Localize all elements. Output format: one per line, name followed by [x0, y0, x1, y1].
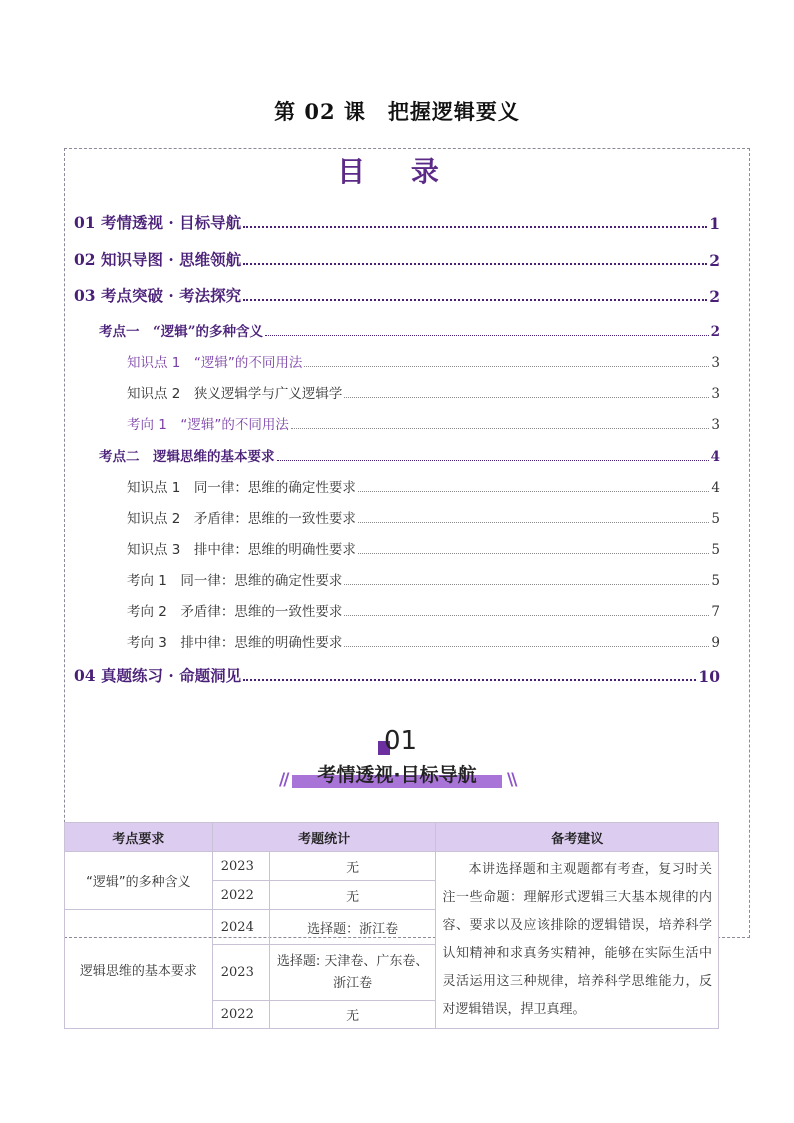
- toc-entry-label: 考向 1 “逻辑”的不同用法: [127, 417, 289, 433]
- toc-entry-topic-2-point-2[interactable]: [127, 507, 720, 527]
- toc-entry-label: 01 考情透视 · 目标导航: [74, 213, 242, 232]
- toc-entry-topic-2-point-1[interactable]: [127, 476, 720, 496]
- year-cell: 2023: [212, 945, 269, 1001]
- toc-entry-label: 知识点 1 “逻辑”的不同用法: [127, 355, 303, 371]
- toc-entry-topic-2-direction-1[interactable]: [127, 569, 720, 589]
- decorative-slashes-right: \\: [507, 770, 516, 790]
- toc-leader-dots: [344, 583, 709, 585]
- toc-leader-dots: [344, 396, 709, 398]
- toc-entry-topic-2-point-3[interactable]: [127, 538, 720, 558]
- toc-leader-dots: [265, 334, 709, 336]
- toc-entry-topic-1[interactable]: [99, 320, 720, 340]
- toc-leader-dots: [291, 427, 710, 429]
- stat-cell: 无: [269, 1001, 436, 1029]
- exam-stats-table: [64, 822, 719, 1029]
- table-header-row: [65, 823, 719, 852]
- toc-entry-page: 3: [711, 386, 720, 402]
- toc-entry-label: 04 真题练习 · 命题洞见: [74, 666, 242, 685]
- section-number: 01: [384, 726, 418, 756]
- toc-entry-section-2[interactable]: [74, 248, 720, 270]
- stat-cell: 无: [269, 881, 436, 910]
- toc-entry-page: 9: [711, 635, 720, 651]
- toc-leader-dots: [243, 262, 707, 265]
- toc-entry-page: 4: [710, 449, 720, 465]
- stat-cell: 选择题: 天津卷、广东卷、浙江卷: [269, 945, 436, 1001]
- toc-leader-dots: [344, 614, 709, 616]
- header-statistics: 考题统计: [212, 823, 436, 852]
- toc-entry-section-4[interactable]: [74, 664, 720, 686]
- toc-entry-label: 考向 2 矛盾律：思维的一致性要求: [127, 604, 343, 620]
- toc-entry-label: 知识点 2 矛盾律：思维的一致性要求: [127, 511, 356, 527]
- toc-leader-dots: [358, 490, 710, 492]
- toc-leader-dots: [358, 521, 710, 523]
- toc-entry-topic-2[interactable]: [99, 445, 720, 465]
- toc-entry-page: 2: [709, 287, 720, 306]
- toc-leader-dots: [304, 365, 709, 367]
- toc-entry-page: 5: [711, 511, 720, 527]
- toc-entry-page: 5: [711, 542, 720, 558]
- toc-leader-dots: [243, 225, 707, 228]
- toc-leader-dots: [243, 678, 696, 681]
- year-cell: 2022: [212, 1001, 269, 1029]
- toc-entry-topic-2-direction-3[interactable]: [127, 631, 720, 651]
- toc-entry-page: 2: [710, 324, 720, 340]
- toc-entry-label: 考向 3 排中律：思维的明确性要求: [127, 635, 343, 651]
- toc-heading: 目 录: [337, 155, 457, 188]
- toc-entry-topic-1-direction-1[interactable]: [127, 413, 720, 433]
- year-cell: 2022: [212, 881, 269, 910]
- stat-cell: 无: [269, 852, 436, 881]
- toc-entry-label: 知识点 2 狭义逻辑学与广义逻辑学: [127, 386, 343, 402]
- table-row: [65, 852, 719, 881]
- toc-leader-dots: [277, 459, 709, 461]
- topic-cell: “逻辑”的多种含义: [65, 852, 213, 910]
- toc-entry-label: 考点二 逻辑思维的基本要求: [99, 449, 275, 465]
- header-requirement: 考点要求: [65, 823, 213, 852]
- toc-entry-page: 10: [698, 667, 720, 686]
- toc-entry-label: 知识点 1 同一律：思维的确定性要求: [127, 480, 356, 496]
- document-title: 第 02 课 把握逻辑要义: [274, 99, 520, 124]
- toc-entry-page: 1: [709, 214, 720, 233]
- toc-entry-page: 2: [709, 251, 720, 270]
- toc-entry-label: 考向 1 同一律：思维的确定性要求: [127, 573, 343, 589]
- toc-leader-dots: [243, 298, 707, 301]
- toc-entry-page: 3: [711, 417, 720, 433]
- toc-leader-dots: [344, 645, 709, 647]
- toc-entry-page: 7: [711, 604, 720, 620]
- toc-entry-page: 4: [711, 480, 720, 496]
- toc-entry-label: 02 知识导图 · 思维领航: [74, 250, 242, 269]
- toc-entry-topic-2-direction-2[interactable]: [127, 600, 720, 620]
- year-cell: 2024: [212, 910, 269, 945]
- year-cell: 2023: [212, 852, 269, 881]
- toc-entry-section-1[interactable]: [74, 211, 720, 233]
- advice-cell: 本讲选择题和主观题都有考查，复习时关注一些命题：理解形式逻辑三大基本规律的内容、要求以及应该排除的逻辑错误，培养科学认知精神和求真务实精神，能够在实际生活中灵活运用这三种规律，培养科学思维能力，反对逻辑错误，捍卫真理。: [436, 852, 719, 1029]
- toc-entry-page: 3: [711, 355, 720, 371]
- decorative-slashes-left: //: [279, 770, 288, 790]
- toc-entry-label: 考点一 “逻辑”的多种含义: [99, 324, 264, 340]
- section-title: 考情透视·目标导航: [317, 764, 477, 786]
- toc-entry-section-3[interactable]: [74, 284, 720, 306]
- topic-cell: 逻辑思维的基本要求: [65, 910, 213, 1029]
- header-advice: 备考建议: [436, 823, 719, 852]
- toc-leader-dots: [358, 552, 710, 554]
- toc-entry-topic-1-point-2[interactable]: [127, 382, 720, 402]
- toc-entry-topic-1-point-1[interactable]: [127, 351, 720, 371]
- toc-entry-label: 知识点 3 排中律：思维的明确性要求: [127, 542, 356, 558]
- toc-entry-label: 03 考点突破 · 考法探究: [74, 286, 242, 305]
- stat-cell: 选择题：浙江卷: [269, 910, 436, 945]
- toc-entry-page: 5: [711, 573, 720, 589]
